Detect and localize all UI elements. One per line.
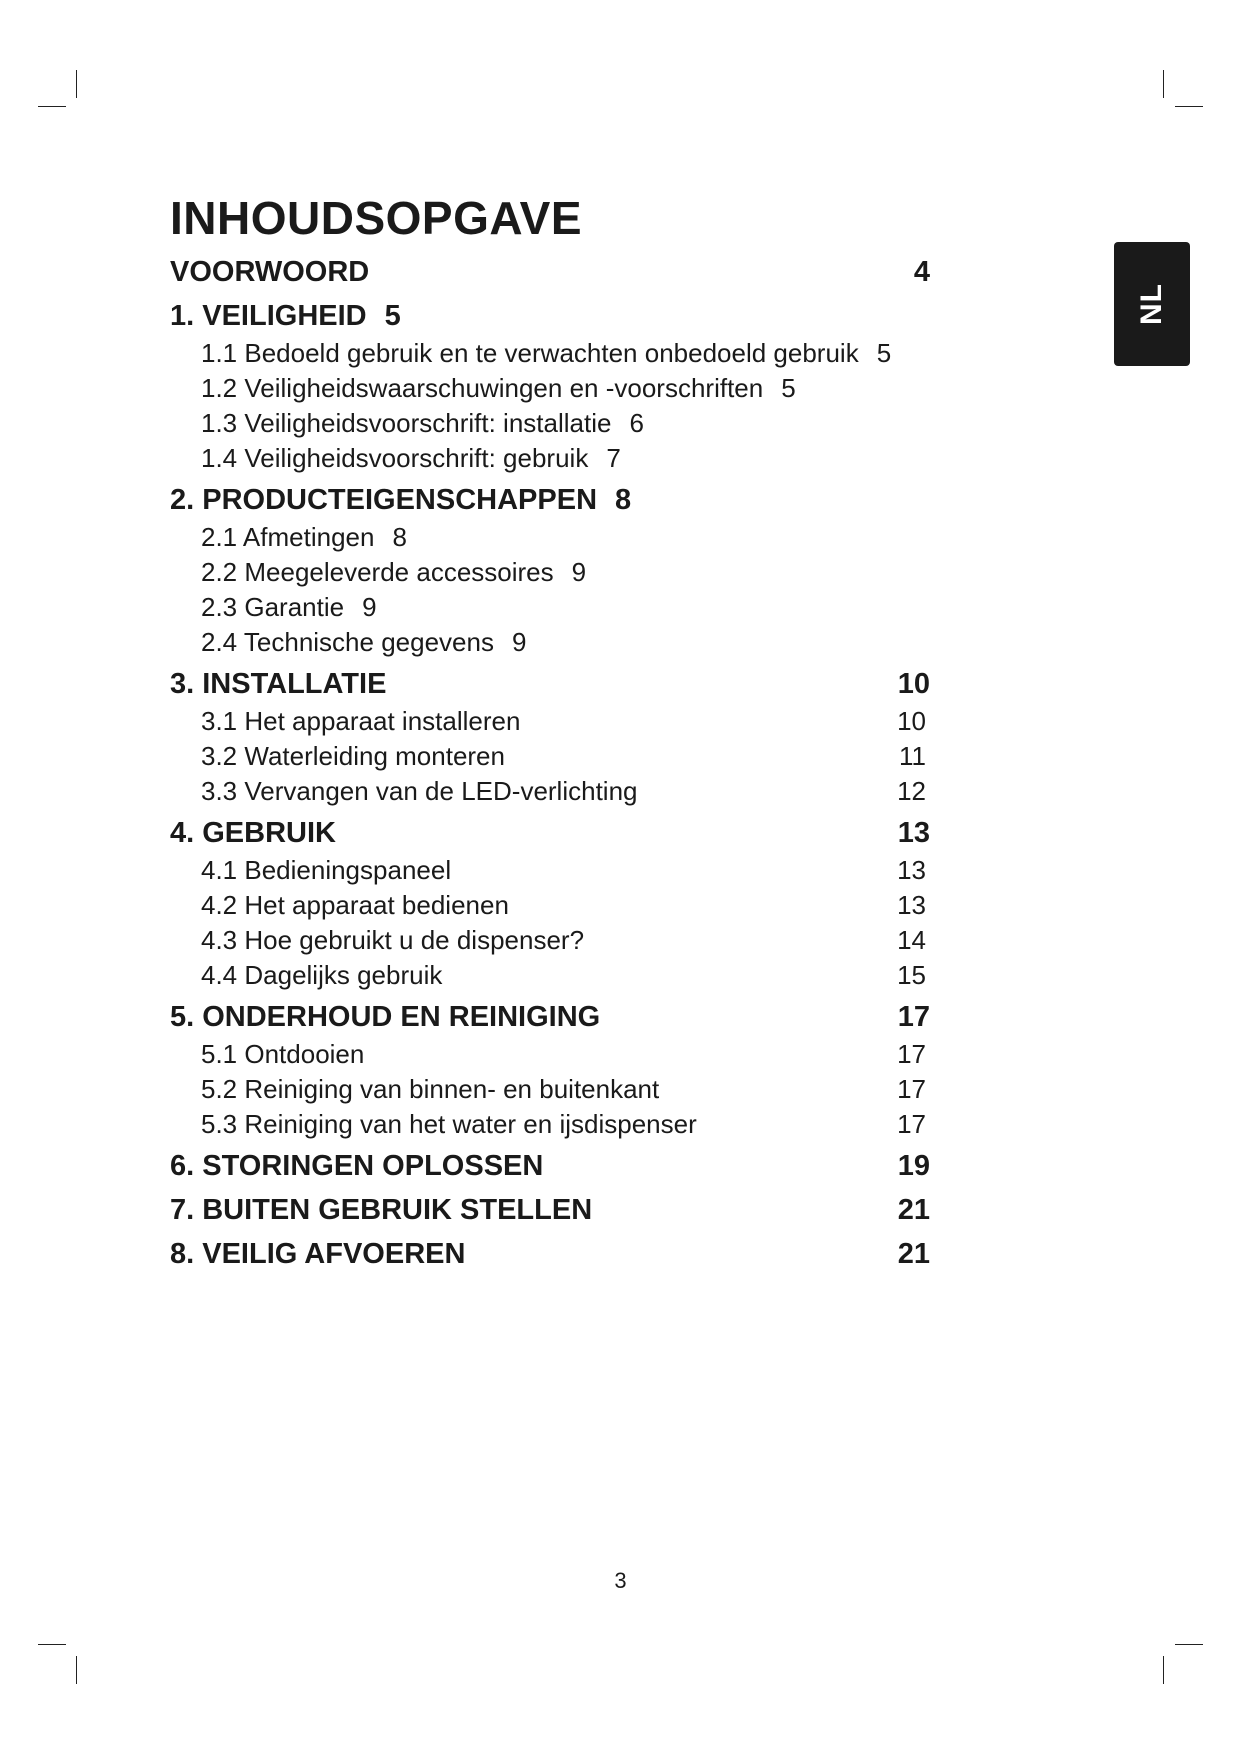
toc-entry-label: 2.1 Afmetingen: [201, 522, 375, 552]
crop-mark: [1175, 1644, 1203, 1645]
toc-subsection[interactable]: [170, 406, 930, 441]
toc-entry-page: 21: [897, 1238, 930, 1270]
toc-entry-page: 7: [606, 443, 621, 473]
crop-mark: [38, 1644, 66, 1645]
toc-entry-label: 7. BUITEN GEBRUIK STELLEN: [170, 1194, 593, 1226]
toc-entry-page: 11: [899, 741, 926, 771]
toc-subsection[interactable]: [170, 555, 930, 590]
toc-chapter[interactable]: [170, 480, 930, 520]
table-of-contents: [170, 190, 930, 1274]
toc-entry-label: 5.2 Reiniging van binnen- en buitenkant: [201, 1074, 660, 1104]
toc-entry-label: 1.3 Veiligheidsvoorschrift: installatie: [201, 408, 612, 438]
toc-chapter[interactable]: [170, 1190, 930, 1230]
toc-entry-label: 3.1 Het apparaat installeren: [201, 706, 521, 736]
toc-entry-page: 8: [615, 484, 632, 516]
toc-entry-page: 12: [897, 776, 926, 806]
toc-entry-label: 4.1 Bedieningspaneel: [201, 855, 452, 885]
toc-entry-label: 4.4 Dagelijks gebruik: [201, 960, 443, 990]
toc-entry-page: 5: [781, 373, 796, 403]
toc-subsection[interactable]: [170, 739, 930, 774]
toc-subsection[interactable]: [170, 774, 930, 809]
toc-entry-label: 3.3 Vervangen van de LED-verlichting: [201, 776, 638, 806]
toc-subsection[interactable]: [170, 853, 930, 888]
toc-subsection[interactable]: [170, 1037, 930, 1072]
toc-entry-label: 3. INSTALLATIE: [170, 668, 387, 700]
toc-entry-page: 13: [897, 890, 926, 920]
toc-entry-page: 13: [897, 855, 926, 885]
toc-subsection[interactable]: [170, 336, 930, 371]
toc-subsection[interactable]: [170, 923, 930, 958]
toc-subsection[interactable]: [170, 1107, 930, 1142]
toc-subsection[interactable]: [170, 441, 930, 476]
toc-entry-label: 1.1 Bedoeld gebruik en te verwachten onbedoeld gebruik: [201, 338, 859, 368]
toc-entry-label: 1. VEILIGHEID: [170, 300, 367, 332]
toc-entry-label: 4.2 Het apparaat bedienen: [201, 890, 509, 920]
toc-chapter[interactable]: [170, 997, 930, 1037]
toc-subsection[interactable]: [170, 625, 930, 660]
toc-subsection[interactable]: [170, 888, 930, 923]
toc-subsection[interactable]: [170, 704, 930, 739]
toc-entry-label: 3.2 Waterleiding monteren: [201, 741, 505, 771]
toc-entry-label: 2.3 Garantie: [201, 592, 345, 622]
toc-subsection[interactable]: [170, 1072, 930, 1107]
page-number: 3: [614, 1568, 627, 1593]
toc-entry-label: 5.3 Reiniging van het water en ijsdispenser: [201, 1109, 697, 1139]
toc-chapter[interactable]: [170, 813, 930, 853]
crop-mark: [38, 106, 66, 107]
toc-subsection[interactable]: [170, 590, 930, 625]
toc-entry-label: 2.2 Meegeleverde accessoires: [201, 557, 554, 587]
toc-entry-page: 9: [362, 592, 377, 622]
toc-entry-page: 5: [384, 300, 401, 332]
toc-subsection[interactable]: [170, 520, 930, 555]
toc-entry-page: 17: [897, 1109, 926, 1139]
toc-entry-page: 10: [897, 706, 926, 736]
toc-entry-page: 15: [897, 960, 926, 990]
toc-entry-page: 8: [392, 522, 407, 552]
toc-chapter[interactable]: [170, 296, 930, 336]
crop-mark: [76, 70, 77, 98]
toc-entry-page: 4: [913, 256, 930, 288]
toc-entry-label: VOORWOORD: [170, 256, 370, 288]
crop-mark: [1175, 106, 1203, 107]
toc-entry-page: 21: [897, 1194, 930, 1226]
toc-entry-label: 1.2 Veiligheidswaarschuwingen en -voorschriften: [201, 373, 764, 403]
toc-subsection[interactable]: [170, 958, 930, 993]
toc-entry-label: 6. STORINGEN OPLOSSEN: [170, 1150, 544, 1182]
toc-entry-page: 10: [897, 668, 930, 700]
toc-entry-page: 6: [629, 408, 644, 438]
toc-entry-label: 8. VEILIG AFVOEREN: [170, 1238, 466, 1270]
toc-entry-page: 17: [897, 1074, 926, 1104]
page-title: INHOUDSOPGAVE: [170, 192, 583, 244]
toc-entry-label: 5. ONDERHOUD EN REINIGING: [170, 1001, 601, 1033]
toc-list: [170, 252, 930, 1274]
toc-entry-page: 17: [897, 1039, 926, 1069]
toc-entry-label: 4. GEBRUIK: [170, 817, 336, 849]
toc-chapter[interactable]: [170, 1234, 930, 1274]
toc-subsection[interactable]: [170, 371, 930, 406]
toc-chapter[interactable]: [170, 252, 930, 292]
toc-entry-page: 17: [897, 1001, 930, 1033]
toc-entry-page: 9: [511, 627, 527, 657]
crop-mark: [1163, 1656, 1164, 1684]
toc-entry-page: 5: [876, 338, 892, 368]
toc-entry-page: 9: [571, 557, 587, 587]
toc-entry-page: 19: [897, 1150, 930, 1182]
crop-mark: [1163, 70, 1164, 98]
toc-chapter[interactable]: [170, 664, 930, 704]
toc-entry-label: 4.3 Hoe gebruikt u de dispenser?: [201, 925, 585, 955]
toc-chapter[interactable]: [170, 1146, 930, 1186]
toc-entry-label: 2.4 Technische gegevens: [201, 627, 494, 657]
toc-entry-label: 1.4 Veiligheidsvoorschrift: gebruik: [201, 443, 589, 473]
language-tab-label: NL: [1135, 283, 1168, 325]
language-tab: [1114, 242, 1190, 366]
toc-entry-page: 14: [897, 925, 926, 955]
toc-entry-label: 5.1 Ontdooien: [201, 1039, 365, 1069]
crop-mark: [76, 1656, 77, 1684]
toc-entry-page: 13: [897, 817, 930, 849]
toc-entry-label: 2. PRODUCTEIGENSCHAPPEN: [170, 484, 598, 516]
